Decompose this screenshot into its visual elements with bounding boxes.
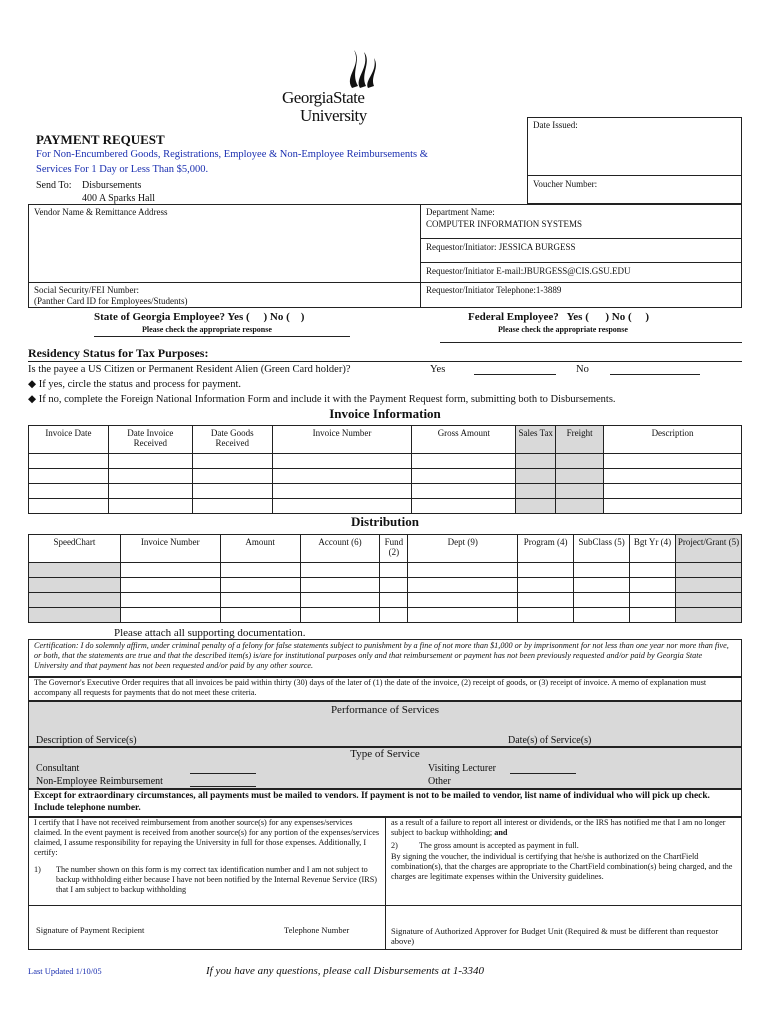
- bullet2-text: If no, complete the Foreign National Information Form and include it with the Payment Request form, submitting both to Disbursements.: [38, 394, 616, 405]
- table-row: [29, 469, 742, 484]
- residency-bullet2: [28, 394, 616, 406]
- distribution-header-cell: Program (4): [518, 535, 574, 563]
- visiting-lecturer-label: Visiting Lecturer: [428, 763, 496, 774]
- date-issued-label: Date Issued:: [533, 120, 578, 130]
- invoice-title: Invoice Information: [329, 406, 441, 421]
- send-to-label: Send To:: [36, 180, 72, 191]
- right1-text: as a result of a failure to report all interest or dividends, or the IRS has notified me that I am no longer subject to backup withholding;: [391, 818, 726, 837]
- item2-number: 2): [391, 841, 398, 850]
- vendor-label: Vendor Name & Remittance Address: [34, 207, 168, 217]
- state-check-note: Please check the appropriate response: [142, 325, 272, 334]
- ssn-label: Social Security/FEI Number:: [34, 285, 139, 295]
- consultant-blank[interactable]: [190, 763, 256, 774]
- subtitle-line2: Services For 1 Day or Less Than $5,000.: [36, 164, 209, 175]
- flame-icon: [338, 46, 382, 90]
- department-value[interactable]: COMPUTER INFORMATION SYSTEMS: [426, 219, 583, 229]
- distribution-header-cell: Dept (9): [408, 535, 518, 563]
- distribution-header-cell: Account (6): [300, 535, 380, 563]
- send-to-line2: 400 A Sparks Hall: [82, 193, 156, 204]
- item1-number: 1): [34, 865, 41, 874]
- state-no-checkbox[interactable]: ) No (: [263, 311, 290, 323]
- distribution-header-cell: SubClass (5): [574, 535, 630, 563]
- performance-title: Performance of Services: [330, 704, 440, 716]
- residency-yes-blank[interactable]: [474, 364, 556, 375]
- invoice-header-row: [29, 426, 742, 454]
- invoice-header-cell: Date Invoice Received: [108, 426, 192, 454]
- federal-no-checkbox[interactable]: ) No (: [605, 311, 632, 323]
- service-description-label: Description of Service(s): [36, 735, 137, 746]
- state-yes-checkbox[interactable]: Yes (: [227, 311, 250, 323]
- ssn-note: (Panther Card ID for Employees/Students): [34, 296, 188, 306]
- bullet-icon: ◆: [28, 394, 37, 405]
- federal-close-paren: ): [645, 311, 650, 323]
- distribution-header-cell: Invoice Number: [120, 535, 220, 563]
- invoice-table: [28, 425, 742, 514]
- page-title: PAYMENT REQUEST: [36, 132, 165, 147]
- right2-text: By signing the voucher, the individual is certifying that he/she is authorized on the ChartField combination(s), that the charges are appropriate to the ChartField combination(s) being charged, and the charges are legitimate expenses within the University guidelines.: [391, 852, 733, 881]
- state-close-paren: ): [300, 311, 305, 323]
- telephone-number-label: Telephone Number: [284, 925, 350, 935]
- certify-right-text: [391, 818, 737, 838]
- item2-text: The gross amount is accepted as payment in full.: [419, 841, 579, 850]
- requestor-email[interactable]: Requestor/Initiator E-mail:JBURGESS@CIS.GSU.EDU: [426, 266, 631, 276]
- service-type-title: Type of Service: [350, 748, 420, 760]
- residency-no-blank[interactable]: [610, 364, 700, 375]
- non-employee-label: Non-Employee Reimbursement: [36, 776, 163, 787]
- requestor-phone[interactable]: Requestor/Initiator Telephone:1-3889: [426, 285, 562, 295]
- bullet1-text: If yes, circle the status and process for payment.: [38, 379, 242, 390]
- distribution-header-cell: Bgt Yr (4): [630, 535, 676, 563]
- residency-yes: Yes: [430, 364, 446, 375]
- residency-question: Is the payee a US Citizen or Permanent Resident Alien (Green Card holder)?: [28, 364, 351, 375]
- right1-and: and: [494, 828, 508, 837]
- invoice-header-cell: Invoice Number: [272, 426, 412, 454]
- send-to-line1: Disbursements: [82, 180, 142, 191]
- table-row: [29, 608, 742, 623]
- invoice-header-cell: Sales Tax: [516, 426, 556, 454]
- residency-bullet1: [28, 379, 241, 391]
- certify-left-text: I certify that I have not received reimbursement from another source(s) for any expenses/services claimed. In the event payment is received from another source(s) for any portion of the expenses/services claimed, I assume responsibility for repaying the University in full for those expenses. Additionally, I certify:: [34, 818, 380, 857]
- subtitle-line1: For Non-Encumbered Goods, Registrations, Employee & Non-Employee Reimbursements &: [36, 149, 428, 160]
- invoice-header-cell: Description: [604, 426, 742, 454]
- invoice-header-cell: Gross Amount: [412, 426, 516, 454]
- department-label: Department Name:: [426, 207, 495, 217]
- bullet-icon: ◆: [28, 379, 37, 390]
- non-employee-blank[interactable]: [190, 776, 256, 787]
- federal-yes-checkbox[interactable]: Yes (: [566, 311, 589, 323]
- invoice-header-cell: Invoice Date: [29, 426, 109, 454]
- distribution-title: Distribution: [351, 514, 419, 529]
- table-row: [29, 578, 742, 593]
- consultant-label: Consultant: [36, 763, 80, 774]
- state-employee-question: [94, 311, 304, 324]
- invoice-header-cell: Freight: [556, 426, 604, 454]
- distribution-header-cell: Amount: [220, 535, 300, 563]
- federal-check-note: Please check the appropriate response: [498, 325, 628, 334]
- voucher-number-label: Voucher Number:: [533, 179, 598, 189]
- table-row: [29, 563, 742, 578]
- table-row: [29, 484, 742, 499]
- distribution-header-cell: Fund (2): [380, 535, 408, 563]
- visiting-lecturer-blank[interactable]: [510, 763, 576, 774]
- logo-line1: GeorgiaState: [282, 88, 365, 107]
- table-row: [29, 593, 742, 608]
- invoice-header-cell: Date Goods Received: [192, 426, 272, 454]
- distribution-header-cell: Project/Grant (5): [675, 535, 741, 563]
- questions-note: If you have any questions, please call Disbursements at 1-3340: [206, 965, 485, 977]
- recipient-signature-label: Signature of Payment Recipient: [36, 925, 145, 935]
- federal-question-text: Federal Employee?: [468, 311, 559, 323]
- residency-no: No: [576, 364, 589, 375]
- distribution-table: [28, 534, 742, 623]
- governor-text: The Governor's Executive Order requires that all invoices be paid within thirty (30) days of the later of (1) the date of the invoice, (2) receipt of goods, or (3) receipt of invoice. A memo of explanation must accompany all requests for payments that do not meet these criteria.: [34, 678, 707, 697]
- federal-employee-question: [468, 311, 649, 324]
- state-question-text: State of Georgia Employee?: [94, 311, 226, 323]
- residency-title: Residency Status for Tax Purposes:: [28, 346, 209, 360]
- other-label: Other: [428, 776, 451, 787]
- service-dates-label: Date(s) of Service(s): [508, 735, 592, 746]
- item1-text: The number shown on this form is my correct tax identification number and I am not subject to backup withholding either because I have not been notified by the Internal Revenue Service (IRS) that I am subject to backup withholding: [56, 865, 378, 894]
- distribution-header-cell: SpeedChart: [29, 535, 121, 563]
- attach-note: Please attach all supporting documentation.: [114, 627, 306, 639]
- exception-text: Except for extraordinary circumstances, all payments must be mailed to vendors. If payment is not to be mailed to vendor, list name of individual who will pick up check. Include telephone number.: [34, 791, 710, 814]
- certification-text: Certification: I do solemnly affirm, under criminal penalty of a felony for false statements subject to punishment by a fine of not more than $1,000 or by imprisonment for not less than one year nor more than five, or both, that the statements are true and that the described item(s) is/are for institutional purposes only and that reimbursement or payment has not been previously requested and/or paid by Georgia State University and that payment has not been requested and/or paid by any other source.: [34, 641, 729, 670]
- logo-line2: University: [300, 106, 367, 125]
- last-updated: Last Updated 1/10/05: [28, 966, 102, 976]
- approver-signature-label: Signature of Authorized Approver for Budget Unit (Required & must be different than requestor above): [391, 926, 719, 947]
- requestor-name[interactable]: Requestor/Initiator: JESSICA BURGESS: [426, 242, 576, 252]
- distribution-header-row: [29, 535, 742, 563]
- table-row: [29, 499, 742, 514]
- table-row: [29, 454, 742, 469]
